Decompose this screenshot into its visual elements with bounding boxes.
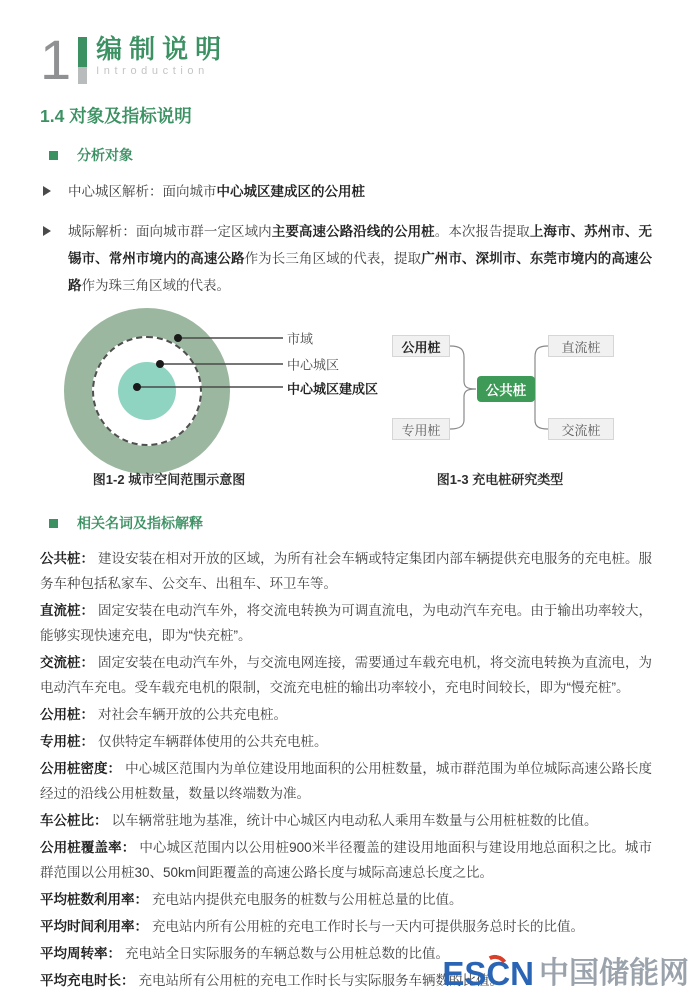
definition-term: 公共桩：: [40, 551, 95, 566]
bullet-item-intercity: [40, 218, 652, 299]
arrow-bullet-icon: [43, 186, 51, 196]
definition-term: 平均时间利用率：: [40, 919, 148, 934]
definition-item: [40, 546, 652, 596]
definition-text: 中心城区范围内为单位建设用地面积的公用桩数量，城市群范围为单位城际高速公路长度经过的沿线公用桩数量，数量以终端数为准。: [40, 761, 653, 801]
flow-node-shared-pile: 公共桩: [477, 376, 535, 402]
definition-text: 以车辆常驻地为基准，统计中心城区内电动私人乘用车数量与公用桩桩数的比值。: [111, 813, 598, 828]
definition-term: 公用桩：: [40, 707, 94, 722]
bullet-text: 。本次报告提取: [434, 224, 530, 239]
definition-text: 充电站全日实际服务的车辆总数与公用桩总数的比值。: [125, 946, 449, 961]
definition-term: 直流桩：: [40, 603, 95, 618]
definition-term: 公用桩密度：: [40, 761, 122, 776]
analysis-subheading: [40, 145, 652, 165]
escn-logo: [442, 957, 534, 991]
definition-item: [40, 702, 652, 727]
definition-item: [40, 729, 652, 754]
square-bullet-icon: [49, 519, 58, 528]
definition-item: [40, 650, 652, 700]
terms-subheading: [40, 513, 652, 533]
definition-term: 平均桩数利用率：: [40, 892, 148, 907]
definition-term: 专用桩：: [40, 734, 94, 749]
definition-item: [40, 887, 652, 912]
bullet-text-bold: 中心城区建成区的公用桩: [216, 184, 365, 199]
definition-text: 仅供特定车辆群体使用的公共充电桩。: [98, 734, 328, 749]
definition-text: 中心城区范围内以公用桩900米半径覆盖的建设用地面积与建设用地总面积之比。城市群范围以公用桩30、50km间距覆盖的高速公路长度与城际高速总长度之比。: [40, 840, 652, 880]
chapter-header: [40, 28, 652, 91]
flow-node-ac-pile: 交流桩: [548, 418, 614, 440]
flow-node-dedicated-pile: 专用桩: [392, 418, 450, 440]
chapter-subtitle: Introduction: [96, 65, 209, 77]
figure-1-2-caption: 图1-2 城市空间范围示意图: [92, 472, 246, 487]
bullet-text: 作为长三角区域的代表，提取: [244, 251, 422, 266]
definition-item: [40, 914, 652, 939]
bullet-text-bold: 广州市、深圳市、东莞市境内的高速公路: [68, 251, 653, 293]
definition-item: [40, 808, 652, 833]
definition-item: [40, 598, 652, 648]
square-bullet-icon: [49, 151, 58, 160]
section-title: 1.4 对象及指标说明: [40, 106, 192, 126]
bullet-text: 城际解析：面向城市群一定区域内: [68, 224, 272, 239]
chapter-title: 编制说明: [96, 34, 229, 64]
chapter-number: 1: [40, 28, 72, 91]
analysis-heading-label: 分析对象: [77, 147, 133, 163]
definition-text: 固定安装在电动汽车外，与交流电网连接，需要通过车载充电机，将交流电转换为直流电，为电动汽车充电。受车载充电机的限制，交流充电桩的输出功率较小，充电时间较长，即为“慢充桩”。: [40, 655, 653, 695]
logo-chinese-name: 中国储能网: [539, 957, 689, 990]
chapter-title-block: [96, 34, 228, 77]
footer-logo: [442, 957, 689, 991]
arrow-bullet-icon: [43, 226, 51, 236]
figures-row: [40, 307, 652, 491]
definition-text: 对社会车辆开放的公共充电桩。: [98, 707, 287, 722]
figure-1-3-caption: 图1-3 充电桩研究类型: [436, 472, 564, 487]
bullet-text: 作为珠三角区域的代表。: [81, 278, 230, 293]
label-built-up-area: 中心城区建成区: [287, 381, 379, 397]
definition-text: 充电站内所有公用桩的充电工作时长与一天内可提供服务总时长的比值。: [152, 919, 584, 934]
escn-logo-text: ESCN: [442, 955, 534, 992]
definition-item: [40, 835, 652, 885]
accent-bar-gray: [78, 67, 87, 84]
definition-text: 固定安装在电动汽车外，将交流电转换为可调直流电，为电动汽车充电。由于输出功率较大，能够实现快速充电，即为“快充桩”。: [40, 603, 653, 643]
flow-node-dc-pile: 直流桩: [548, 335, 614, 357]
chapter-accent-bar: [78, 37, 87, 84]
definition-term: 平均充电时长：: [40, 973, 135, 988]
bullet-item-central-city: [40, 178, 652, 205]
definition-text: 建设安装在相对开放的区域，为所有社会车辆或特定集团内部车辆提供充电服务的充电桩。服务车种包括私家车、公交车、出租车、环卫车等。: [40, 551, 653, 591]
bullet-text-bold: 主要高速公路沿线的公用桩: [271, 224, 435, 239]
terms-heading-label: 相关名词及指标解释: [77, 515, 203, 531]
definition-term: 公用桩覆盖率：: [40, 840, 136, 855]
accent-bar-green: [78, 37, 87, 67]
leader-dots: [133, 334, 182, 391]
definition-text: 充电站内提供充电服务的桩数与公用桩总量的比值。: [152, 892, 463, 907]
label-city-area: 市域: [287, 331, 314, 347]
definition-text: 充电站所有公用桩的充电工作时长与实际服务车辆数的比值。: [138, 973, 503, 988]
flow-node-public-pile: 公用桩: [392, 335, 450, 357]
definition-term: 平均周转率：: [40, 946, 121, 961]
bullet-text: 中心城区解析：面向城市: [68, 184, 217, 199]
definition-term: 车公桩比：: [40, 813, 108, 828]
definition-term: 交流桩：: [40, 655, 95, 670]
definition-item: [40, 756, 652, 806]
bullet-text-bold: 上海市、苏州市、无锡市、常州市境内的高速公路: [68, 224, 653, 266]
label-central-district: 中心城区: [287, 357, 340, 373]
